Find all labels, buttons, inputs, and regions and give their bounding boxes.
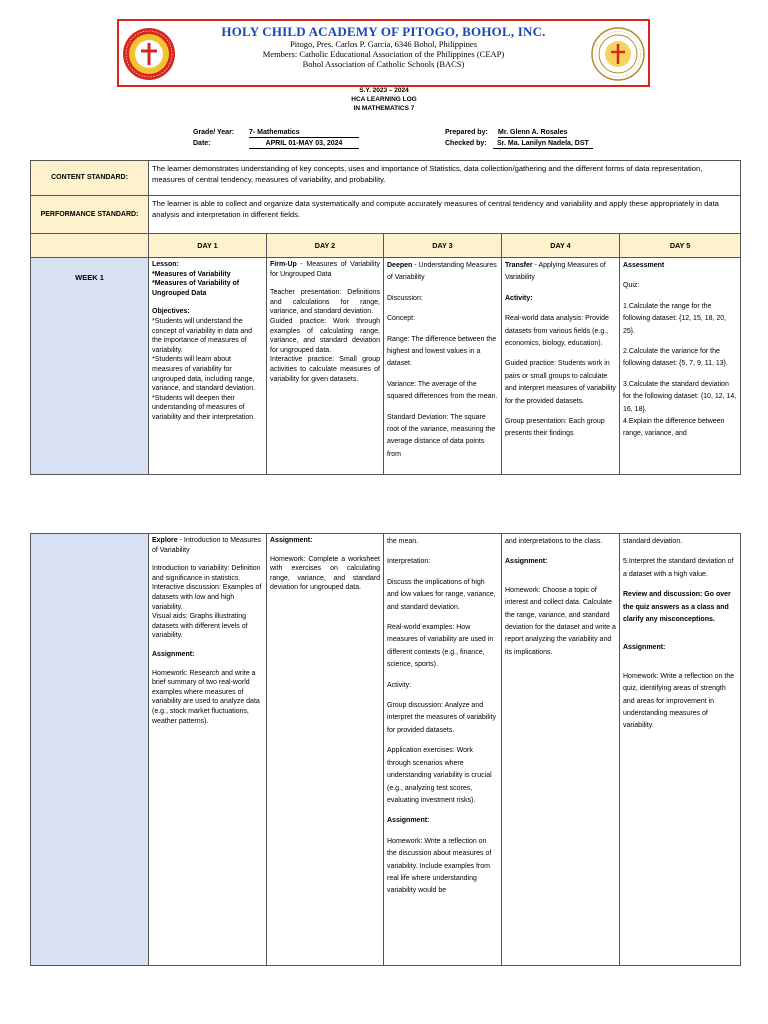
day2-cell-continued [267,534,384,966]
checked-label: Checked by: [445,140,487,147]
implications-text: Discuss the implications of high and low values for range, variance, and standard deviation. [387,578,496,611]
interpretation-label: Interpretation: [387,558,431,566]
quiz-label: Quiz: [623,282,640,290]
deepen-topic: - Understanding Measures of Variability [387,262,497,282]
homework-text: Homework: Write a reflection on the discussion about measures of variability. Include examples from real life where understanding variability would be [387,837,492,895]
day1-cell [149,258,267,475]
assignment-label: Assignment: [505,558,548,566]
objectives-label: Objectives: [152,308,190,316]
date-label: Date: [193,140,211,147]
group-discussion: Group discussion: Analyze and interpret the measures of variability for provided datasets. [387,702,496,734]
learning-log-table-page1 [30,160,741,475]
prepared-value: Mr. Glenn A. Rosales [498,129,568,136]
association-line: Bohol Association of Catholic Schools (BACS) [302,59,465,69]
week-column-continued [31,534,149,966]
checked-row [445,139,593,149]
assignment-label: Assignment: [270,537,313,544]
lesson-topic: *Measures of Variability of Ungrouped Data [152,280,240,297]
activity-label: Activity: [505,294,533,302]
date-row [193,139,359,149]
prepared-label: Prepared by: [445,129,488,136]
content-standard-label: CONTENT STANDARD: [31,161,149,196]
address-line: Pitogo, Pres. Carlos P. Garcia, 6346 Bohol, Philippines [290,39,477,49]
day4-cell-continued [502,534,620,966]
day-header: DAY 5 [620,234,741,258]
objective-item: *Students will deepen their understanding of measures of variability and their interpretation. [152,394,256,421]
day-header: DAY 1 [149,234,267,258]
subject-title: IN MATHEMATICS 7 [353,105,415,112]
deepen-label: Deepen [387,262,413,269]
day5-cell-continued [620,534,741,966]
day4-cell [502,258,620,475]
grade-value: 7- Mathematics [249,128,359,138]
lesson-label: Lesson: [152,261,179,268]
day-header: DAY 4 [502,234,620,258]
assessment-label: Assessment [623,262,665,269]
performance-standard-text: The learner is able to collect and organize data systematically and compute accurately measures of central tendency and variability and apply these appropriately in data analysis and interpretation in different fields. [149,196,741,234]
firm-up-label: Firm-Up [270,261,297,268]
school-seal-logo [122,27,176,81]
activity-label: Activity: [387,681,412,689]
quiz-question: 4.Explain the difference between range, variance, and [623,418,725,438]
homework-text: Homework: Research and write a brief summary of two real-world examples where measures of variability are used to analyze data (e.g., stock market fluctuations, weather patterns). [152,669,260,725]
homework-text: Homework: Write a reflection on the quiz, identifying areas of strength and areas for improvement in understanding measures of variability. [623,672,735,730]
explore-heading [152,536,263,555]
continued-text: the mean. [387,538,419,545]
objective-item: *Students will understand the concept of variability in data and the importance of measures of variability. [152,317,253,354]
day3-cell-continued [384,534,502,966]
assignment-label: Assignment: [152,650,195,658]
variance-definition: Variance: The average of the squared differences from the mean. [387,380,498,401]
school-year: S.Y. 2023 – 2024 [359,87,409,94]
membership-line: Members: Catholic Educational Association of the Philippines (CEAP) [262,49,505,59]
transfer-heading [505,260,616,285]
explore-topic: - Introduction to Measures of Variability [152,537,261,554]
document-titles [0,86,768,113]
grade-label: Grade/ Year: [193,129,235,136]
concept-label: Concept: [387,315,416,323]
grade-row [193,128,359,138]
day3-cell [384,258,502,475]
day2-cell [267,258,384,475]
application-exercises: Application exercises: Work through scenarios where understanding variability is crucial (e.g., analyzing test scores, evaluating investment risks). [387,747,492,804]
transfer-topic: - Applying Measures of Variability [505,262,606,282]
quiz-question: 1.Calculate the range for the following dataset: {12, 15, 18, 20, 25}. [623,302,727,335]
quiz-question: 3.Calculate the standard deviation for the following dataset: {10, 12, 14, 16, 18}. [623,380,737,413]
intro-item: Introduction to variability: Definition and significance in statistics. [152,565,261,582]
intro-item: Visual aids: Graphs illustrating datasets with different levels of variability. [152,613,248,640]
sd-definition: Standard Deviation: The square root of the variance, measuring the average distance of data points from [387,413,496,458]
header-text [179,24,588,69]
checked-value: Sr. Ma. Lanilyn Nadela, DST [493,139,593,149]
day-header: DAY 2 [267,234,384,258]
day-header: DAY 3 [384,234,502,258]
continued-text: and interpretations to the class. [505,538,603,545]
continued-text: standard deviation. [623,538,683,545]
group-presentation: Group presentation: Each group presents their findings [505,418,605,438]
homework-text: Homework: Complete a worksheet with exercises on calculating range, variance, and standard deviation for ungrouped data. [270,555,380,592]
homework-text: Homework: Choose a topic of interest and collect data. Calculate the range, variance, and standard deviation for the dataset and write a report analyzing the variability and its implications. [505,586,616,656]
range-definition: Range: The difference between the highest and lowest values in a dataset. [387,335,497,368]
quiz-question: 5.Interpret the standard deviation of a dataset with a high value. [623,558,734,578]
review-discussion: Review and discussion: Go over the quiz answers as a class and clarify any misconceptions. [623,591,731,624]
real-world-examples: Real-world examples: How measures of variability are used in different contexts (e.g., finance, science, sports). [387,624,494,669]
guided-practice: Guided practice: Students work in pairs or small groups to calculate and interpret measures of variability for the provided datasets. [505,360,616,405]
prepared-row [445,128,567,138]
firm-up-topic: - Measures of Variability for Ungrouped Data [270,261,380,278]
quiz-question: 2.Calculate the variance for the following dataset: {5, 7, 9, 11, 13}. [623,348,728,368]
school-header [117,19,650,87]
transfer-label: Transfer [505,262,533,269]
date-value: APRIL 01-MAY 03, 2024 [249,139,359,149]
performance-standard-label: PERFORMANCE STANDARD: [31,196,149,234]
learning-log-table-page2 [30,533,741,966]
objective-item: *Students will learn about measures of variability for ungrouped data, including range, variance, and standard deviation. [152,356,256,393]
content-standard-text: The learner demonstrates understanding of key concepts, uses and importance of Statistics, data collection/gathering and the different forms of data representation, measures of central tendency, measures of variability, and probability. [149,161,741,196]
assignment-label: Assignment: [623,644,666,652]
real-world-analysis: Real-world data analysis: Provide datasets from various fields (e.g., economics, biology, education). [505,315,609,348]
assignment-label: Assignment: [387,817,430,825]
firm-up-heading [270,260,380,279]
week-label: WEEK 1 [31,258,149,475]
teacher-presentation: Teacher presentation: Definitions and calculations for range, variance, and standard deviation. [270,289,380,316]
corner-cell [31,234,149,258]
bacs-seal-logo [591,27,645,81]
guided-practice: Guided practice: Work through examples of calculating range, variance, and standard deviation for ungrouped data. [270,317,380,354]
lesson-topic: *Measures of Variability [152,270,231,278]
school-name: HOLY CHILD ACADEMY OF PITOGO, BOHOL, INC. [221,24,546,39]
explore-label: Explore [152,537,178,544]
day5-cell [620,258,741,475]
day1-cell-continued [149,534,267,966]
log-title: HCA LEARNING LOG [351,96,417,103]
discussion-label: Discussion: [387,294,423,302]
deepen-heading [387,260,498,285]
interactive-practice: Interactive practice: Small group activities to calculate measures of variability for given datasets. [270,356,380,383]
intro-item: Interactive discussion: Examples of datasets with low and high variability. [152,584,262,611]
